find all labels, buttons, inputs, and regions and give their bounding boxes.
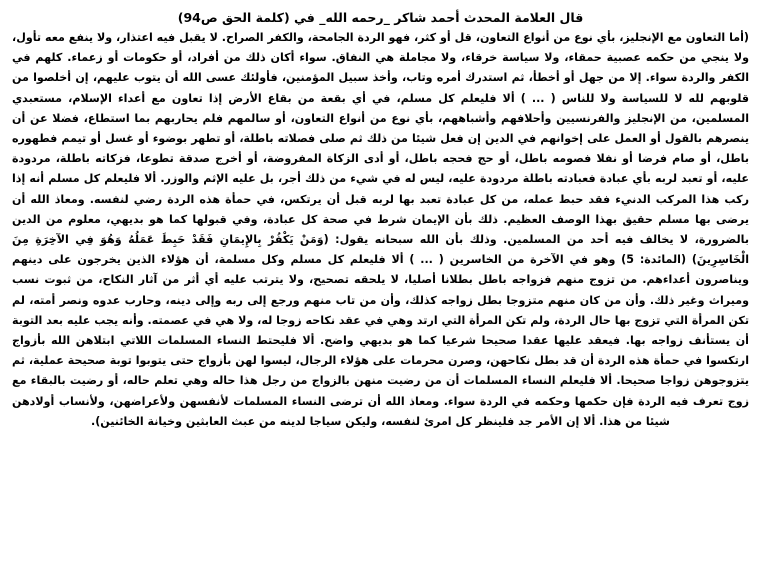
document-body: (أما التعاون مع الإنجليز، بأي نوع من أنواع التعاون، قل أو كثر، فهو الردة الجامحة، والكفر الصراح. لا يقبل فيه اعتذار، ولا ينفع معه تأول، ولا ينجي من حكمه عصبية حمقاء، ولا سياسة خرقاء، ولا مجاملة هي النفاق. سواء أكان ذلك من أفراد، أو حكومات أو زعماء. كلهم في الكفر والردة سواء. إلا من جهل أو أخطأ، ثم استدرك أمره وتاب، وأخذ سبيل المؤمنين، فأولئك عسى الله أن يتوب عليهم، إن أخلصوا من قلوبهم لله لا للسياسة ولا للناس ( ... ) ألا فليعلم كل مسلم، في أي بقعة من بقاع الأرض إذا تعاون مع أعداء الإسلام، مستعبدي المسلمين، من الإنجليز والفرنسيين وأحلافهم وأشباههم، بأي نوع من أنواع التعاون، أو سالمهم فلم يحاربهم بما استطاع، فضلا عن أن ينصرهم بالقول أو العمل على إخوانهم في الدين إن فعل شيئا من ذلك ثم صلى فصلاته باطلة، أو تطهر بوضوء أو غسل أو تيمم فطهوره باطل، أو صام فرضا أو نفلا فصومه باطل، أو حج فحجه باطل، أو أدى الزكاة المفروضة، أو أخرج صدقة تطوعا، فزكاته باطلة، مردودة عليه، أو تعبد لربه بأي عبادة فعبادته باطلة مردودة عليه، ليس له في شيء من ذلك أجر، بل عليه الإثم والوزر. ألا فليعلم كل مسلم أنه إذا ركب هذا المركب الدنيء فقد حبط عمله، من كل عبادة تعبد بها لربه قبل أن يرتكس، في حمأة هذه الردة رضي لنفسه. ومعاذ الله أن يرضى بها مسلم حقيق بهذا الوصف العظيم. ذلك بأن الإيمان شرط في صحة كل عبادة، وفي قبولها كما هو بديهي، معلوم من الدين بالضرورة، لا يخالف فيه أحد من المسلمين. وذلك بأن الله سبحانه يقول: (وَمَنْ يَكْفُرْ بِالإِيمَانِ فَقَدْ حَبِطَ عَمَلُهُ وَهُوَ فِي الآخِرَةِ مِنَ الْخَاسِرِينَ) (المائدة: 5) وهو في الآخرة من الخاسرين ( ... ) ألا فليعلم كل مسلم وكل مسلمة، أن هؤلاء الذين يخرجون على دينهم ويناصرون أعداءهم. من تزوج منهم فزواجه باطل بطلانا أصليا، لا يلحقه تصحيح، ولا يترتب عليه أي أثر من آثار النكاح، من ثبوت نسب وميراث وغير ذلك. وأن من كان منهم متزوجا بطل زواجه كذلك، وأن من تاب منهم ورجع إلى ربه وإلى دينه، وحارب عدوه ونصر أمته، لم تكن المرأة التي تزوج بها حال الردة، ولم تكن المرأة التي ارتد وهي في عقد نكاحه زوجا له، ولا هي في عصمته. وأنه يجب عليه بعد التوبة أن يستأنف زواجه بها. فيعقد عليها عقدا صحيحا شرعيا كما هو بديهي واضح. ألا فليحتط النساء المسلمات اللاتي ابتلاهن الله بأزواج ارتكسوا في حمأة هذه الردة أن قد بطل نكاحهن، وصرن محرمات على هؤلاء الرجال، ليسوا لهن بأزواج حتى يتوبوا توبة صحيحة عملية، ثم يتزوجوهن زواجا صحيحا. ألا فليعلم النساء المسلمات أن من رضيت منهن بالزواج من رجل هذا حاله وهي تعلم حاله، أو رضيت بالبقاء مع زوج تعرف فيه الردة فإن حكمها وحكمه في الردة سواء. ومعاذ الله أن ترضى النساء المسلمات لأنفسهن ولأعراضهن، ولأنساب أولادهن شيئا من هذا. ألا إن الأمر جد فلينظر كل امرئ لنفسه، وليكن سياجا لدينه من عبث العابثين وخيانة الخائنين). [12,31,749,428]
document-title: قال العلامة المحدث أحمد شاكر _رحمه الله_ في (كلمة الحق ص94) [177,10,584,25]
